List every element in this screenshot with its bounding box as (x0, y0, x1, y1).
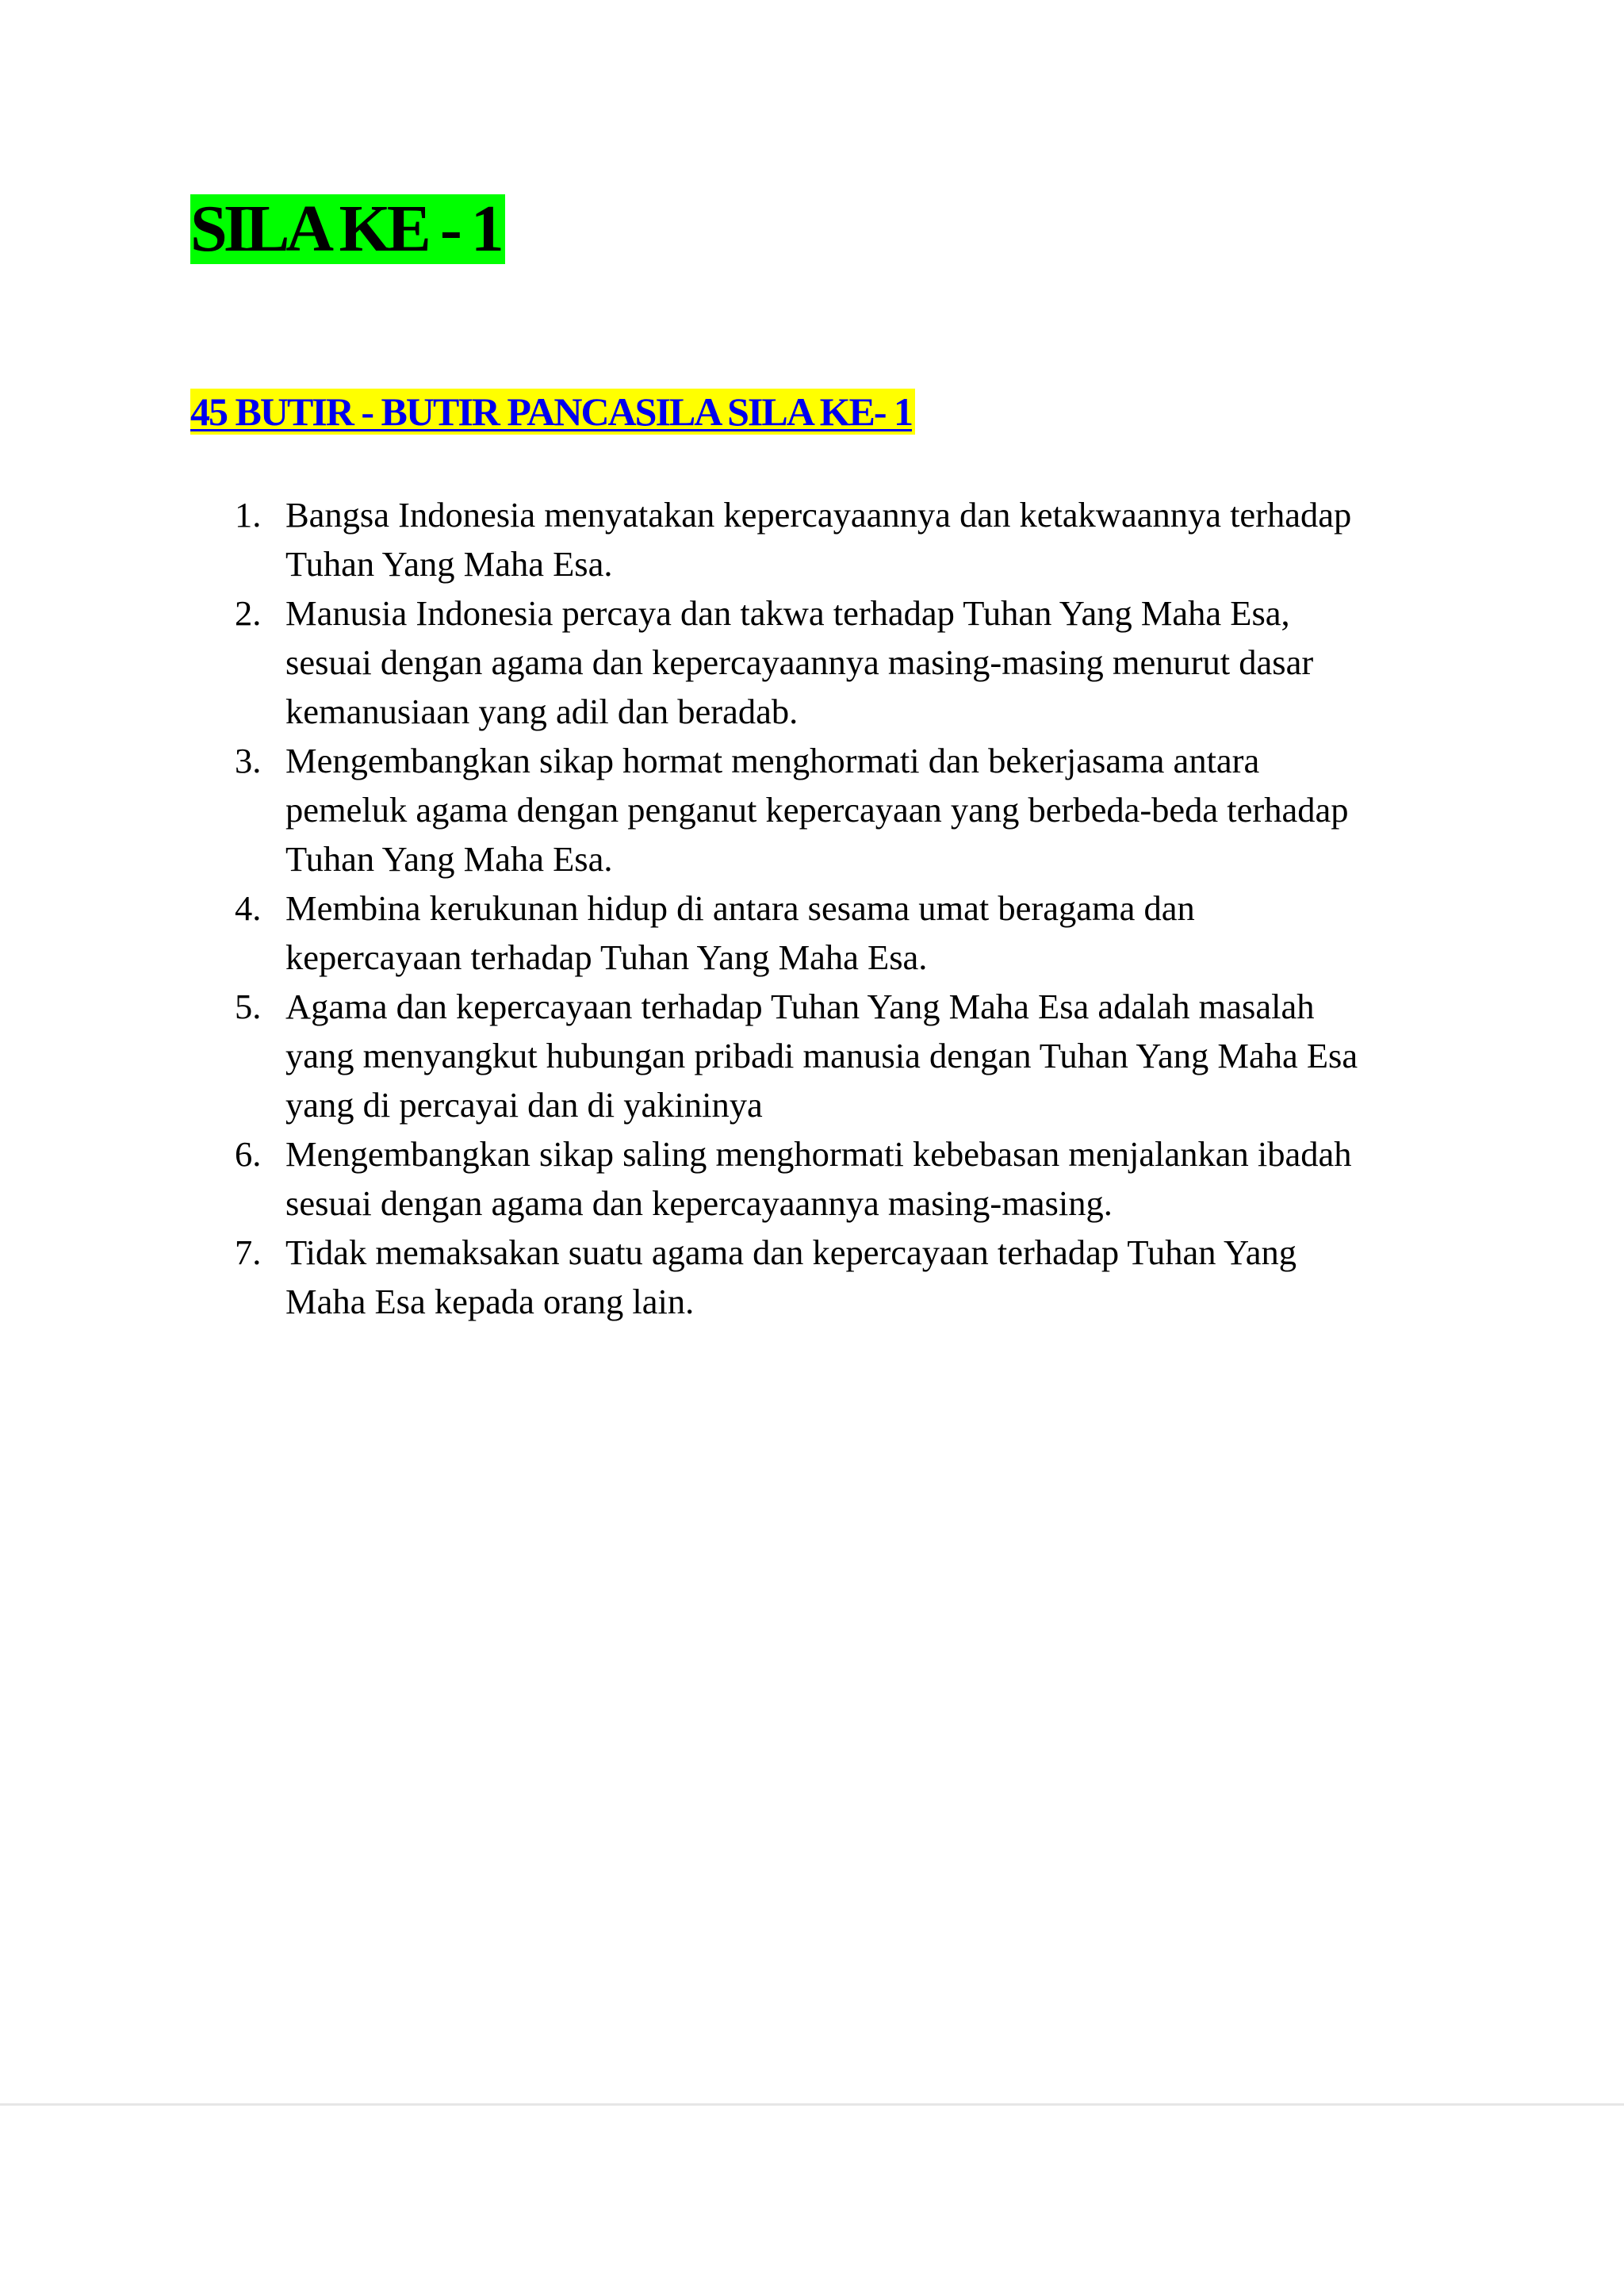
list-item-number: 7. (235, 1232, 262, 1272)
list-item-number: 2. (235, 593, 262, 633)
list-item (235, 736, 1443, 884)
list-item (235, 588, 1443, 736)
list-item (235, 490, 1443, 588)
list-item-line: Mengembangkan sikap saling menghormati kebebasan menjalankan ibadah (285, 1134, 1352, 1174)
list-item-line: yang menyangkut hubungan pribadi manusia dengan Tuhan Yang Maha Esa (285, 1036, 1358, 1075)
page-gap (0, 2106, 1624, 2296)
list-item-line: sesuai dengan agama dan kepercayaannya masing-masing menurut dasar (285, 642, 1314, 682)
list-item-number: 4. (235, 888, 262, 928)
list-item-line: kemanusiaan yang adil dan beradab. (285, 692, 799, 731)
list-item-line: yang di percayai dan di yakininya (285, 1085, 763, 1125)
list-item-number: 3. (235, 741, 262, 780)
subtitle-link[interactable]: 45 BUTIR - BUTIR PANCASILA SILA KE- 1 (190, 389, 915, 435)
list-item-line: Mengembangkan sikap hormat menghormati dan bekerjasama antara (285, 741, 1260, 780)
list-item-number: 5. (235, 987, 262, 1026)
list-item-line: Manusia Indonesia percaya dan takwa terhadap Tuhan Yang Maha Esa, (285, 593, 1290, 633)
list-item-line: Tidak memaksakan suatu agama dan kepercayaan terhadap Tuhan Yang (285, 1232, 1297, 1272)
list-item (235, 1129, 1443, 1228)
list-item (235, 982, 1443, 1129)
list-item-line: Membina kerukunan hidup di antara sesama umat beragama dan (285, 888, 1195, 928)
list-item-line: Bangsa Indonesia menyatakan kepercayaannya dan ketakwaannya terhadap (285, 495, 1352, 535)
list-item-line: Agama dan kepercayaan terhadap Tuhan Yang Maha Esa adalah masalah (285, 987, 1315, 1026)
butir-list (235, 490, 1443, 1326)
page-title: SILA KE - 1 (190, 194, 505, 264)
list-item-line: pemeluk agama dengan penganut kepercayaan yang berbeda-beda terhadap (285, 790, 1349, 830)
list-item (235, 1228, 1443, 1326)
list-item-number: 6. (235, 1134, 262, 1174)
list-item-line: Tuhan Yang Maha Esa. (285, 544, 613, 584)
list-item-line: Maha Esa kepada orang lain. (285, 1282, 695, 1321)
list-item (235, 884, 1443, 982)
list-item-line: Tuhan Yang Maha Esa. (285, 839, 613, 879)
list-item-line: sesuai dengan agama dan kepercayaannya masing-masing. (285, 1183, 1113, 1223)
list-item-line: kepercayaan terhadap Tuhan Yang Maha Esa. (285, 937, 928, 977)
list-item-number: 1. (235, 495, 262, 535)
